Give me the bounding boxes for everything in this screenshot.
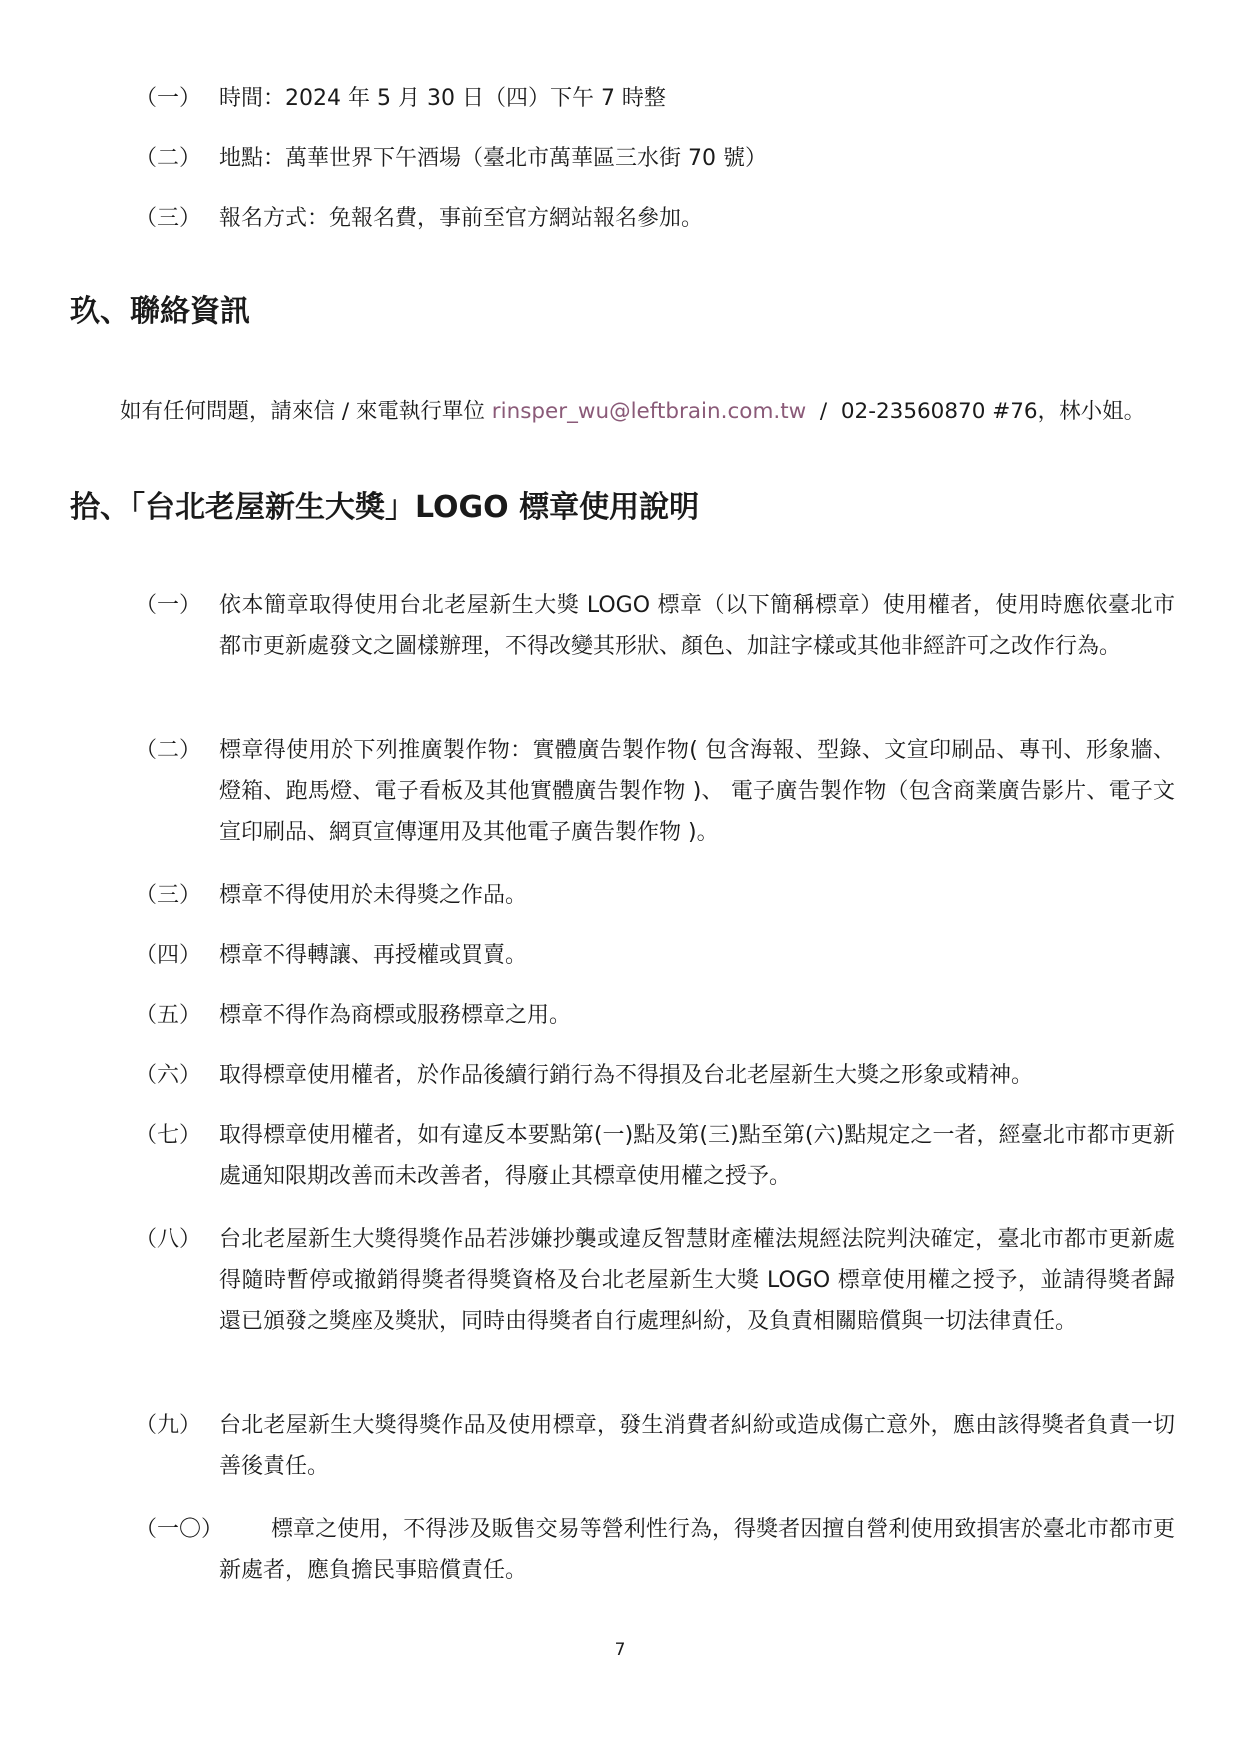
item-text: 標章得使用於下列推廣製作物：實體廣告製作物( 包含海報、型錄、文宣印刷品、專刊、形象牆、燈箱、跑馬燈、電子看板及其他實體廣告製作物 )、 電子廣告製作物（包含商業廣告影片、電子文宣印刷品、網頁宣傳運用及其他電子廣告製作物 )。: [219, 738, 1175, 845]
item-number: （二）: [135, 146, 202, 171]
item-number: （七）: [135, 1123, 202, 1148]
item-text: 標章不得轉讓、再授權或買賣。: [219, 943, 528, 968]
item-text: 取得標章使用權者，於作品後續行銷行為不得損及台北老屋新生大獎之形象或精神。: [219, 1063, 1034, 1088]
item-number: （一）: [135, 593, 202, 618]
logo-rule-item: [135, 1219, 1175, 1342]
item-number: （八）: [135, 1227, 202, 1252]
item-text: 時間：2024 年 5 月 30 日（四）下午 7 時整: [219, 86, 666, 111]
item-number: （九）: [135, 1413, 202, 1438]
logo-rule-item: [135, 1509, 1175, 1591]
item-text: 取得標章使用權者，如有違反本要點第(一)點及第(三)點至第(六)點規定之一者，經臺北市都市更新處通知限期改善而未改善者，得廢止其標章使用權之授予。: [219, 1123, 1175, 1189]
page-number: 7: [614, 1640, 626, 1660]
logo-rule-item: [135, 875, 1175, 916]
logo-rule-item: [135, 1405, 1175, 1487]
logo-rule-item: [135, 935, 1175, 976]
item-text: 依本簡章取得使用台北老屋新生大獎 LOGO 標章（以下簡稱標章）使用權者，使用時應依臺北市都市更新處發文之圖樣辦理，不得改變其形狀、顏色、加註字樣或其他非經許可之改作行為。: [219, 593, 1175, 659]
event-item-registration: [135, 198, 1175, 239]
item-text: 標章不得使用於未得獎之作品。: [219, 883, 528, 908]
contact-suffix: / 02-23560870 #76，林小姐。: [806, 399, 1146, 424]
item-number: （二）: [135, 738, 202, 763]
logo-rule-item: [135, 995, 1175, 1036]
logo-rule-item: [135, 585, 1175, 667]
section-heading-contact: 玖、聯絡資訊: [70, 294, 250, 329]
item-number: （六）: [135, 1063, 202, 1088]
section-heading-logo-usage: 拾、「台北老屋新生大獎」LOGO 標章使用說明: [70, 490, 700, 525]
contact-paragraph: [120, 392, 1145, 432]
item-text: 台北老屋新生大獎得獎作品及使用標章，發生消費者糾紛或造成傷亡意外，應由該得獎者負責一切善後責任。: [219, 1413, 1175, 1479]
item-text: 地點：萬華世界下午酒場（臺北市萬華區三水街 70 號）: [219, 146, 767, 171]
event-item-location: [135, 138, 1175, 179]
item-number: （一〇）: [135, 1517, 224, 1542]
logo-rule-item: [135, 730, 1175, 853]
item-number: （四）: [135, 943, 202, 968]
item-text: 報名方式：免報名費，事前至官方網站報名參加。: [219, 206, 704, 231]
logo-rule-item: [135, 1115, 1175, 1197]
item-number: （五）: [135, 1003, 202, 1028]
item-text: 標章之使用，不得涉及販售交易等營利性行為，得獎者因擅自營利使用致損害於臺北市都市更新處者，應負擔民事賠償責任。: [219, 1517, 1175, 1583]
event-item-time: [135, 78, 1175, 119]
item-number: （三）: [135, 206, 202, 231]
logo-rule-item: [135, 1055, 1175, 1096]
item-text: 台北老屋新生大獎得獎作品若涉嫌抄襲或違反智慧財產權法規經法院判決確定，臺北市都市更新處得隨時暫停或撤銷得獎者得獎資格及台北老屋新生大獎 LOGO 標章使用權之授予，並請得獎者歸還已頒發之獎座及獎狀，同時由得獎者自行處理糾紛，及負責相關賠償與一切法律責任。: [219, 1227, 1175, 1334]
item-text: 標章不得作為商標或服務標章之用。: [219, 1003, 572, 1028]
item-number: （三）: [135, 883, 202, 908]
item-number: （一）: [135, 86, 202, 111]
contact-prefix: 如有任何問題，請來信 / 來電執行單位: [120, 399, 492, 424]
contact-email-link[interactable]: rinsper_wu@leftbrain.com.tw: [491, 399, 807, 424]
